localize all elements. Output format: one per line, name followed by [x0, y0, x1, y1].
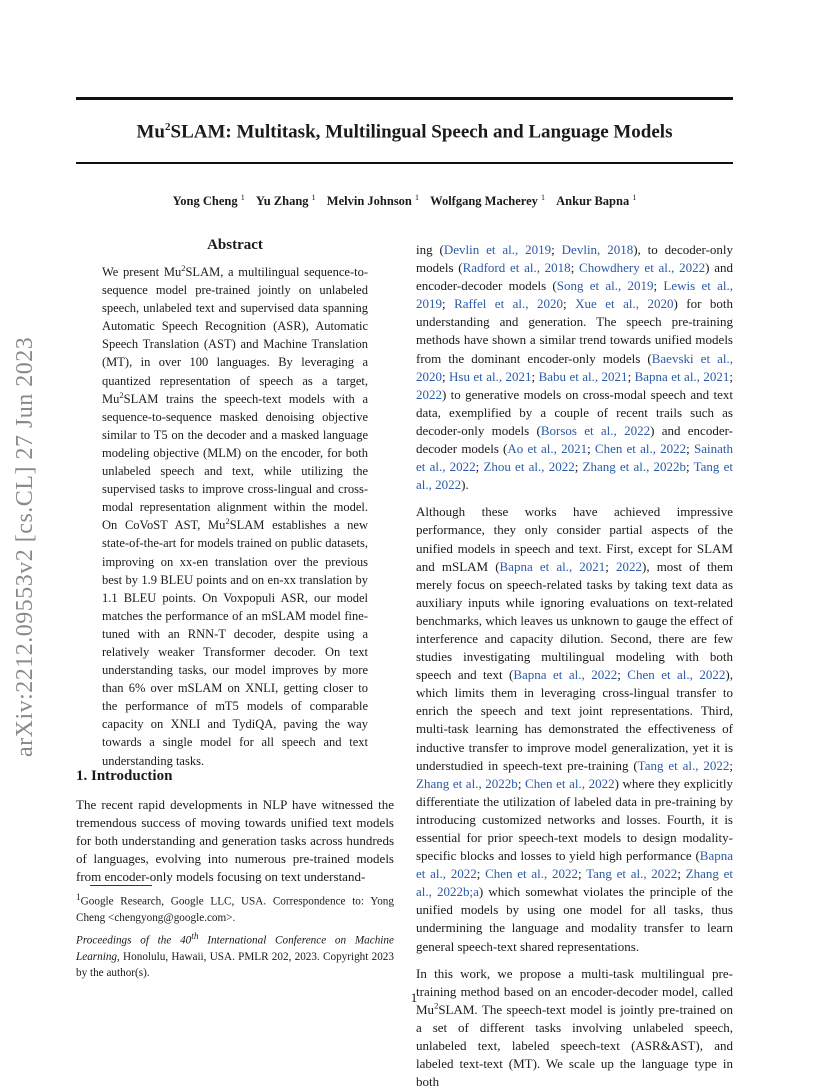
- citation-link[interactable]: Devlin et al., 2019: [443, 242, 552, 257]
- author: Wolfgang Macherey $^1$: [430, 193, 546, 209]
- paragraph-text: ;: [577, 866, 587, 882]
- citation-link[interactable]: 2022: [616, 558, 643, 574]
- paragraph-text: ;: [677, 866, 686, 882]
- citation-link[interactable]: Chowdhery et al., 2022: [579, 260, 706, 276]
- author: Yu Zhang $^1$: [255, 193, 316, 209]
- paragraph: [416, 503, 733, 955]
- citation-link[interactable]: Zhang et al., 2022b;a: [416, 866, 733, 900]
- citation-link[interactable]: Baevski et al., 2020: [416, 350, 733, 384]
- citation-link[interactable]: Raffel et al., 2020: [454, 296, 564, 312]
- paragraph-text: ;: [442, 296, 455, 312]
- arxiv-identifier: arXiv:2212.09553v2 [cs.CL] 27 Jun 2023: [12, 336, 38, 757]
- paragraph-text: ;: [570, 260, 580, 276]
- title-bottom-rule: [76, 162, 733, 164]
- citation-link[interactable]: Zhang et al., 2022b: [582, 459, 687, 475]
- paragraph-text: ) and encoder-decoder models (: [416, 422, 733, 457]
- citation-link[interactable]: Borsos et al., 2022: [540, 422, 651, 438]
- paragraph-text: ;: [442, 368, 450, 384]
- paragraph-text: ;: [627, 368, 635, 384]
- author: Yong Cheng $^1$: [172, 193, 245, 209]
- citation-link[interactable]: Zhang et al., 2022b: [416, 775, 518, 791]
- introduction-heading: 1. Introduction: [76, 768, 173, 784]
- author-list: [76, 193, 733, 209]
- citation-link[interactable]: Bapna et al., 2022: [513, 667, 618, 683]
- paragraph-text: ;: [729, 368, 733, 384]
- paragraph-text: ;: [563, 296, 576, 312]
- affiliation-footnote: $^1$Google Research, Google LLC, USA. Correspondence to: Yong Cheng <chengyong@google.com>.: [76, 893, 394, 924]
- citation-link[interactable]: Bapna et al., 2021: [634, 368, 730, 384]
- paragraph-text: ) which somewhat violates the principle of the unified models by using one model for all tasks, thus undermining the language and modality transfer to learn general speech-text shared representations.: [416, 884, 734, 954]
- citation-link[interactable]: Chen et al., 2022: [525, 775, 615, 791]
- paragraph-text: ;: [617, 667, 628, 683]
- citation-link[interactable]: Bapna et al., 2022: [416, 848, 733, 882]
- paragraph-text: ) and encoder-decoder models (: [416, 260, 733, 294]
- proceedings-note: Proceedings of the 40th International Conference on Machine Learning, Honolulu, Hawaii, USA. PMLR 202, 2023. Copyright 2023 by the author(s).: [76, 932, 394, 979]
- paragraph: In this work, we propose a multi-task multilingual pre-training method based on an encoder-decoder model, called Mu$^2$SLAM. The speech-text model is jointly pre-trained on a set of different tasks involving unlabeled speech, unlabeled text, labeled speech-text (ASR&AST), and labeled text-text (MT). We scale up the language type in both: [416, 965, 733, 1090]
- citation-link[interactable]: Xue et al., 2020: [575, 296, 674, 312]
- paragraph-text: ;: [587, 441, 595, 457]
- citation-link[interactable]: Chen et al., 2022: [627, 667, 726, 683]
- page-number: 1: [410, 990, 418, 1005]
- paragraph-text: ;: [476, 866, 486, 882]
- author: Melvin Johnson $^1$: [326, 193, 420, 209]
- paragraph-text: ) to generative models on cross-modal speech and text data, exemplified by a couple of recent trails such as decoder-only models (: [416, 386, 733, 438]
- paragraph-text: ), which limits them in leveraging cross-lingual transfer to enrich the speech and text joint representations. Third, multi-task learning has demonstrated the effectiveness of inductive transfer to improve model generalization, yet it is understudied in speech-text pre-training (: [416, 667, 733, 773]
- citation-link[interactable]: Radford et al., 2018: [462, 260, 571, 276]
- paragraph-text: ;: [686, 441, 694, 457]
- paragraph-text: ;: [574, 459, 583, 475]
- citation-link[interactable]: Hsu et al., 2021: [449, 368, 532, 384]
- footnote-rule: [90, 885, 152, 886]
- citation-link[interactable]: Chen et al., 2022: [594, 441, 687, 457]
- paragraph-text: ;: [729, 757, 733, 773]
- paragraph-text: Although these works have achieved impressive performance, they only consider partial aspects of the unified models in speech and text. First, except for SLAM and mSLAM (: [416, 504, 733, 574]
- citation-link[interactable]: Devlin, 2018: [561, 242, 634, 257]
- paragraph-text: ), most of them merely focus on speech-related tasks by taking text data as auxiliary inputs while ignoring evaluations on text-related benchmarks, which leaves us unknown to gauge the effect of interference and capacity dilution. Second, there are few studies investigating multilingual modeling with both speech and text (: [416, 558, 733, 683]
- citation-link[interactable]: Sainath et al., 2022: [416, 441, 733, 475]
- paragraph-text: ) where they explicitly differentiate the utilization of labeled data in pre-training by introducing customized networks and losses. Fourth, it is essential for prior speech-text models to design modality-specific blocks and losses to yield high performance (: [416, 775, 733, 864]
- paragraph-text: ) for both understanding and generation. The speech pre-training methods have shown a similar trend towards unified models from the dominant encoder-only models (: [416, 296, 733, 366]
- citation-link[interactable]: Ao et al., 2021: [507, 441, 588, 457]
- paper-title: Mu$^2$SLAM: Multitask, Multilingual Speech and Language Models: [136, 121, 673, 143]
- abstract-heading: Abstract: [207, 237, 263, 253]
- paragraph-text: ;: [475, 459, 484, 475]
- paragraph: [416, 241, 733, 494]
- paragraph-text: ;: [551, 242, 562, 257]
- paragraph-text: ing (: [416, 242, 444, 257]
- citation-link[interactable]: Bapna et al., 2021: [499, 558, 606, 574]
- paragraph-text: ;: [605, 558, 617, 574]
- right-column: [416, 241, 733, 1091]
- citation-link[interactable]: Tang et al., 2022: [416, 459, 733, 493]
- citation-link[interactable]: Chen et al., 2022: [485, 866, 578, 882]
- citation-link[interactable]: Lewis et al., 2019: [416, 278, 733, 312]
- paragraph-text: ;: [517, 775, 526, 791]
- paragraph-text: ;: [653, 278, 664, 294]
- citation-link[interactable]: Song et al., 2019: [556, 278, 654, 294]
- title-top-rule: [76, 97, 733, 100]
- citation-link[interactable]: Tang et al., 2022: [637, 757, 730, 773]
- citation-link[interactable]: 2022: [416, 386, 442, 402]
- citation-link[interactable]: Zhou et al., 2022: [483, 459, 575, 475]
- paragraph-text: ), to decoder-only models (: [416, 242, 733, 276]
- citation-link[interactable]: Tang et al., 2022: [586, 866, 678, 882]
- citation-link[interactable]: Babu et al., 2021: [538, 368, 628, 384]
- abstract-text: We present Mu$^2$SLAM, a multilingual sequence-to-sequence model pre-trained jointly on unlabeled speech, unlabeled text and supervised data spanning Automatic Speech Recognition (ASR), Automatic Speech Translation (AST) and Machine Translation (MT), in over 100 languages. By leveraging a quantized representation of speech as a target, Mu$^2$SLAM trains the speech-text models with a sequence-to-sequence masked denoising objective similar to T5 on the decoder and a masked language modeling objective (MLM) on the encoder, for both unlabeled speech and text, while utilizing the supervised tasks to improve cross-lingual and cross-modal representation alignment within the model. On CoVoST AST, Mu$^2$SLAM establishes a new state-of-the-art for models trained on public datasets, improving on xx-en translation over the previous best by 1.9 BLEU points and on en-xx translation by 1.1 BLEU points. On Voxpopuli ASR, our model matches the performance of an mSLAM model fine-tuned with an RNN-T decoder, despite using a relatively weaker Transformer decoder. On text understanding tasks, our model improves by more than 6% over mSLAM on XNLI, getting closer to the performance of mT5 models of comparable capacity on XNLI and TydiQA, paving the way towards a single model for all speech and text understanding tasks.: [102, 262, 368, 768]
- paragraph-text: ;: [531, 368, 539, 384]
- introduction-column: [76, 796, 394, 886]
- paragraph-text: ).: [461, 477, 469, 493]
- author: Ankur Bapna $^1$: [556, 193, 637, 209]
- paragraph-text: ;: [686, 459, 694, 475]
- introduction-paragraph: The recent rapid developments in NLP have witnessed the tremendous success of moving towards unified text models for both understanding and generation tasks across hundreds of languages, evolving into numerous pre-trained models from encoder-only models focusing on text understand-: [76, 797, 394, 885]
